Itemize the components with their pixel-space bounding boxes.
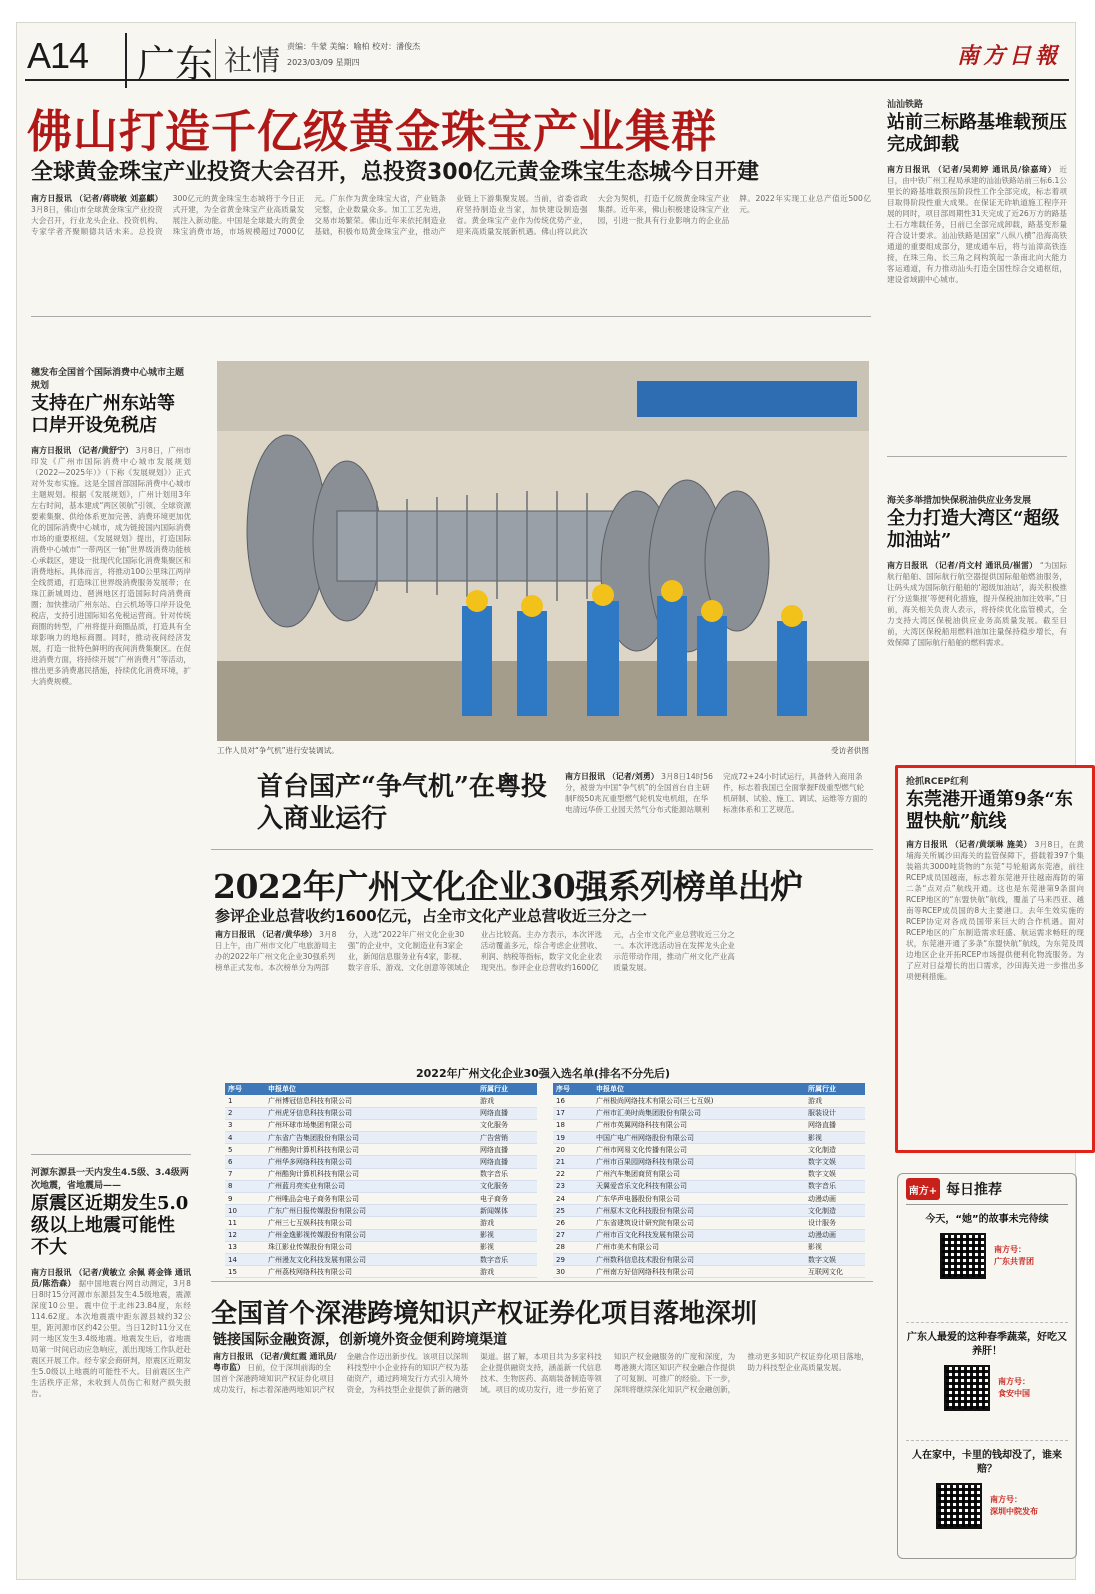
industry-cell: 网络直播 bbox=[477, 1107, 537, 1119]
company-cell: 广州南方好信网络科技有限公司 bbox=[593, 1266, 805, 1278]
table-row bbox=[225, 1119, 537, 1131]
rank-cell: 5 bbox=[225, 1144, 265, 1156]
rank-cell: 20 bbox=[553, 1144, 593, 1156]
rank-cell: 7 bbox=[225, 1168, 265, 1180]
duty-kicker: 穗发布全国首个国际消费中心城市主题规划 bbox=[31, 368, 185, 391]
account-name: 食安中国 bbox=[998, 1389, 1030, 1398]
duty-free-story[interactable] bbox=[31, 365, 191, 1155]
photo-credit: 受访者供图 bbox=[831, 746, 869, 755]
newspaper-page bbox=[16, 22, 1084, 1580]
rail-byline: 南方日报讯 （记者/吴莉婷 通讯员/徐嘉琦） bbox=[887, 165, 1057, 174]
rank-cell: 30 bbox=[553, 1266, 593, 1278]
rank-cell: 11 bbox=[225, 1217, 265, 1229]
recommend-item[interactable]: 人在家中，卡里的钱却没了，谁来赔？ 南方号： 深圳中院发布 bbox=[906, 1441, 1068, 1559]
table-row bbox=[553, 1229, 865, 1241]
table-row bbox=[225, 1168, 537, 1180]
rail-body: 近日，由中铁广州工程局承建的汕汕铁路站前三标6.1公里长的路基堆载预压阶段性工作全部完成，标志着项目取得阶段性重大成果。在保证无砟轨道施工程序开展的同时，项目部周期性31天完成了近26万方的路基土石方堆载任务，日前已全部完成卸载，路基变形量符合设计要求。汕汕铁路是国家“八纵八横”沿海高铁通道的重要组成部分，建成通车后，将与汕漳高铁连接，在珠三角、长三角之间构筑起一条南北向大能力客运通道，有力推动汕头打造全国性综合交通枢纽，建设省域副中心城市。 bbox=[887, 165, 1067, 284]
quake-headline: 原震区近期发生5.0级以上地震可能性不大 bbox=[31, 1193, 189, 1258]
culture-headline[interactable]: 2022年广州文化企业30强系列榜单出炉 bbox=[213, 867, 803, 906]
rank-cell: 29 bbox=[553, 1253, 593, 1265]
masthead-logo: 南方日報 bbox=[956, 43, 1061, 69]
table-row bbox=[225, 1266, 537, 1278]
industry-cell: 互联网文化 bbox=[805, 1266, 865, 1278]
table-row bbox=[553, 1266, 865, 1278]
rank-cell: 14 bbox=[225, 1253, 265, 1265]
industry-cell: 文化制造 bbox=[805, 1144, 865, 1156]
company-cell: 广州市英翼网络科技有限公司 bbox=[593, 1119, 805, 1131]
lead-text: 3月8日，佛山市全球黄金珠宝产业投资大会召开，行业龙头企业、投资机构、专家学者齐聚顺德共话未来。总投资300亿元的黄金珠宝生态城将于今日正式开建，为全省黄金珠宝产业高质量发展注入新动能。中国是全球最大的黄金珠宝消费市场，市场规模超过7000亿元。广东作为黄金珠宝大省，产业链条完整，企业数量众多。加工工艺先进，交易市场繁荣。佛山近年来依托制造业基础，积极布局黄金珠宝产业，推动产业链上下游集聚发展。当前，省委省政府坚持制造业当家，加快建设制造强省。黄金珠宝产业作为传统优势产业，迎来高质量发展新机遇。佛山将以此次大会为契机，打造千亿级黄金珠宝产业集群。近年来，佛山积极建设珠宝产业园，引进一批具有行业影响力的企业品牌。2022年实现工业总产值近500亿元。 bbox=[31, 194, 871, 236]
culture-table-right: 序号 申报单位 所属行业 16 广州极尚网络技术有限公司(三七互娱) 游戏 17 广州市汇美时尚集团股份有限公司 服装设计 18 广州市英翼网络科技有限公司 网络直播 19 中国广电广州网络股份有限公司 影视 20 广州市网易文化传播有限公司 文化制造 21 广州市百果园网络科技有限公司 数字文娱 22 广州汽车集团商贸有限公司 数字文娱 23 天翼爱音乐文化科技有限公司 数字音乐 24 广东华声电器股份有限公司 动漫动画 25 广州原木文化科技股份有限公司 文化制造 26 广东省建筑设计研究院有限公司 设计服务 27 广州市百文化科技发展有限公司 动漫动画 28 广州市美术有限公司 影视 29 广州数科信息技术股份有限公司 数字文娱 30 广州南方好信网络科技有限公司 互联网文化 bbox=[553, 1083, 865, 1278]
rank-cell: 17 bbox=[553, 1107, 593, 1119]
company-cell: 广州酷狗计算机科技有限公司 bbox=[265, 1144, 477, 1156]
industry-cell: 数字文娱 bbox=[805, 1156, 865, 1168]
duty-headline: 支持在广州东站等口岸开设免税店 bbox=[31, 393, 175, 436]
company-cell: 广州荔枝网络科技有限公司 bbox=[265, 1266, 477, 1278]
table-row bbox=[553, 1205, 865, 1217]
industry-cell: 文化服务 bbox=[477, 1119, 537, 1131]
industry-cell: 数字音乐 bbox=[477, 1168, 537, 1180]
company-cell: 广州三七互娱科技有限公司 bbox=[265, 1217, 477, 1229]
recommend-label: 每日推荐 bbox=[946, 1182, 1002, 1198]
rank-cell: 22 bbox=[553, 1168, 593, 1180]
rank-cell: 18 bbox=[553, 1119, 593, 1131]
industry-cell: 网络直播 bbox=[477, 1156, 537, 1168]
duty-byline: 南方日报讯 （记者/黄舒宁） bbox=[31, 446, 134, 455]
fuel-body: “为国际航行船舶、国际航行航空器提供国际船舶燃油服务，让码头成为国际航行船舶的‘超级加油站’，海关积极推行‘分送集报’等便利化措施，提升保税油加注效率。”日前，海关相关负责人表示，将持续优化监管模式，全力支持大湾区保税油供应业务高质量发展。截至目前，大湾区保税船用燃料油加注量保持稳步增长，有效保障了国际航行船舶的燃料需求。 bbox=[887, 561, 1068, 647]
culture-table-title: 2022年广州文化企业30强入选名单(排名不分先后) bbox=[416, 1067, 670, 1080]
company-cell: 广州漫友文化科技发展有限公司 bbox=[265, 1253, 477, 1265]
company-cell: 广州市百果园网络科技有限公司 bbox=[593, 1156, 805, 1168]
rank-cell: 23 bbox=[553, 1180, 593, 1192]
table-row bbox=[553, 1107, 865, 1119]
company-cell: 广州市汇美时尚集团股份有限公司 bbox=[593, 1107, 805, 1119]
turbine-body: 南方日报讯 （记者/刘勇） 3月8日14时56分，被誉为中国“争气机”的全国首台自主研制F级50兆瓦重型燃气轮机发电机组，在华电清远华侨工业园天然气分布式能源站顺利完成72+24小时试运行，具备转入商用条件，标志着我国已全面掌握F级重型燃气轮机研制、试验、施工、调试、运维等方面的标准体系和工艺规范。 bbox=[565, 772, 868, 814]
rank-cell: 6 bbox=[225, 1156, 265, 1168]
rank-cell: 1 bbox=[225, 1095, 265, 1107]
industry-cell: 影视 bbox=[477, 1241, 537, 1253]
company-cell: 广州唯品会电子商务有限公司 bbox=[265, 1193, 477, 1205]
rcep-byline: 南方日报讯 （记者/黄颂琳 施美） bbox=[906, 840, 1032, 849]
company-cell: 广州虎牙信息科技有限公司 bbox=[265, 1107, 477, 1119]
rcep-body: 3月8日，在黄埔海关所属沙田海关的监管保障下，搭载着397个集装箱共3000吨货物的“东莞”号轮船离东莞港，前往RCEP成员国越南，标志着东莞港开往越南海防的第二条“点对点”航线开通。这也是东莞港第9条面向RCEP地区的“东盟快航”航线，覆盖了马来西亚、越南等RCEP成员国的8大主要港口。去年生效实施的RCEP协定对各成员国带来巨大的合作机遇。面对RCEP地区的广东制造需求旺盛、航运需求畅旺的现状，东莞港开通了多条“东盟快航”航线，为东莞及周边地区企业开拓RCEP市场提供便利化物流服务。为了应对日益增长的出口需求，沙田海关进一步推出多项便利措施。 bbox=[906, 840, 1084, 981]
quake-body: 据中国地震台网自动测定，3月8日8时15分河源市东源县发生4.5级地震，震源深度10公里。震中位于北纬23.84度，东经114.62度。本次地震震中距东源县城约32公里，距河源市区约42公里。当日12时11分又在同一地区发生3.4级地震。地震发生后，省地震局第一时间启动应急响应，派出现场工作队赶赴震区开展工作。经专家会商研判，原震区近期发生5.0级以上地震的可能性不大。目前震区生产生活秩序正常，未收到人员伤亡和财产损失报告。 bbox=[31, 1279, 191, 1398]
company-cell: 广州华多网络科技有限公司 bbox=[265, 1156, 477, 1168]
culture-byline: 南方日报讯 （记者/黄华珍） bbox=[215, 930, 317, 939]
company-cell: 广州市网易文化传播有限公司 bbox=[593, 1144, 805, 1156]
rcep-headline: 东莞港开通第9条“东盟快航”航线 bbox=[906, 789, 1073, 832]
rank-cell: 12 bbox=[225, 1229, 265, 1241]
table-row bbox=[225, 1241, 537, 1253]
company-cell: 广东省建筑设计研究院有限公司 bbox=[593, 1217, 805, 1229]
lead-byline: 南方日报讯 （记者/蒋晓敏 刘嘉麒） bbox=[31, 194, 163, 203]
table-row bbox=[225, 1229, 537, 1241]
rank-cell: 28 bbox=[553, 1241, 593, 1253]
company-cell: 中国广电广州网络股份有限公司 bbox=[593, 1132, 805, 1144]
lead-body bbox=[31, 193, 871, 317]
company-cell: 广州原木文化科技股份有限公司 bbox=[593, 1205, 805, 1217]
ip-subheadline: 链接国际金融资源，创新境外资金便利跨境渠道 bbox=[213, 1332, 507, 1348]
company-cell: 广东华声电器股份有限公司 bbox=[593, 1193, 805, 1205]
rank-cell: 9 bbox=[225, 1193, 265, 1205]
industry-cell: 网络直播 bbox=[805, 1119, 865, 1131]
recommend-item[interactable]: 广东人最爱的这种春季蔬菜，好吃又养肝！ 南方号： 食安中国 bbox=[906, 1323, 1068, 1441]
company-cell: 广东广州日报传媒股份有限公司 bbox=[265, 1205, 477, 1217]
rank-cell: 3 bbox=[225, 1119, 265, 1131]
rank-cell: 2 bbox=[225, 1107, 265, 1119]
account-name: 深圳中院发布 bbox=[990, 1507, 1038, 1516]
industry-cell: 网络直播 bbox=[477, 1144, 537, 1156]
editor-credits: 责编：牛蒙 美编：喻柏 校对：潘俊杰 bbox=[287, 42, 421, 51]
table-row bbox=[225, 1095, 537, 1107]
table-row bbox=[225, 1253, 537, 1265]
fuel-story[interactable] bbox=[887, 493, 1067, 745]
table-row bbox=[553, 1144, 865, 1156]
table-row bbox=[225, 1156, 537, 1168]
rank-cell: 13 bbox=[225, 1241, 265, 1253]
divider bbox=[211, 849, 873, 850]
table-row bbox=[553, 1241, 865, 1253]
table-row bbox=[553, 1132, 865, 1144]
company-cell: 广州博冠信息科技有限公司 bbox=[265, 1095, 477, 1107]
table-row bbox=[553, 1253, 865, 1265]
rail-story[interactable] bbox=[887, 97, 1067, 457]
company-cell: 广州市美术有限公司 bbox=[593, 1241, 805, 1253]
industry-cell: 电子商务 bbox=[477, 1193, 537, 1205]
page-number: A14 bbox=[27, 35, 89, 76]
culture-table-left: 序号 申报单位 所属行业 1 广州博冠信息科技有限公司 游戏 2 广州虎牙信息科技有限公司 网络直播 3 广州环球市场集团有限公司 文化服务 4 广东省广告集团股份有限公司 广告营销 5 广州酷狗计算机科技有限公司 网络直播 6 广州华多网络科技有限公司 网络直播 7 广州酷狗计算机科技有限公司 数字音乐 8 广州蓝月亮实业有限公司 文化服务 9 广州唯品会电子商务有限公司 电子商务 10 广东广州日报传媒股份有限公司 新闻媒体 11 广州三七互娱科技有限公司 游戏 12 广州金逸影视传媒股份有限公司 影视 13 珠江影业传媒股份有限公司 影视 14 广州漫友文化科技发展有限公司 数字音乐 15 广州荔枝网络科技有限公司 游戏 bbox=[225, 1083, 537, 1278]
industry-cell: 文化服务 bbox=[477, 1180, 537, 1192]
industry-cell: 动漫动画 bbox=[805, 1229, 865, 1241]
section-name: 广东 bbox=[125, 33, 213, 88]
table-row bbox=[225, 1205, 537, 1217]
company-cell: 广州数科信息技术股份有限公司 bbox=[593, 1253, 805, 1265]
qr-code-icon[interactable] bbox=[944, 1365, 990, 1411]
table-row bbox=[553, 1168, 865, 1180]
rail-kicker: 汕汕铁路 bbox=[887, 100, 924, 110]
industry-cell: 影视 bbox=[805, 1132, 865, 1144]
company-cell: 广州环球市场集团有限公司 bbox=[265, 1119, 477, 1131]
company-cell: 广州金逸影视传媒股份有限公司 bbox=[265, 1229, 477, 1241]
table-row bbox=[225, 1193, 537, 1205]
table-row bbox=[225, 1180, 537, 1192]
table-row bbox=[225, 1217, 537, 1229]
nanfang-plus-logo: 南方+ bbox=[906, 1178, 940, 1200]
table-row bbox=[553, 1217, 865, 1229]
table-row bbox=[553, 1180, 865, 1192]
industry-cell: 数字文娱 bbox=[805, 1168, 865, 1180]
rcep-kicker: 抢抓RCEP红利 bbox=[906, 777, 969, 787]
turbine-byline: 南方日报讯 （记者/刘勇） bbox=[565, 772, 659, 781]
company-cell: 广州蓝月亮实业有限公司 bbox=[265, 1180, 477, 1192]
culture-subheadline: 参评企业总营收约1600亿元，占全市文化产业总营收近三分之一 bbox=[215, 907, 647, 925]
rcep-story-highlight[interactable] bbox=[895, 765, 1095, 1153]
industry-cell: 游戏 bbox=[477, 1095, 537, 1107]
company-cell: 广东省广告集团股份有限公司 bbox=[265, 1132, 477, 1144]
subsection-name: 社情 bbox=[215, 39, 280, 79]
lead-subheadline: 全球黄金珠宝产业投资大会召开，总投资300亿元黄金珠宝生态城今日开建 bbox=[31, 160, 759, 185]
rank-cell: 4 bbox=[225, 1132, 265, 1144]
company-cell: 广州市百文化科技发展有限公司 bbox=[593, 1229, 805, 1241]
company-cell: 广州酷狗计算机科技有限公司 bbox=[265, 1168, 477, 1180]
ip-byline: 南方日报讯 （记者/黄红霞 通讯员/粤市监） bbox=[213, 1352, 337, 1372]
table-row bbox=[553, 1193, 865, 1205]
rank-cell: 8 bbox=[225, 1180, 265, 1192]
table-row bbox=[225, 1144, 537, 1156]
company-cell: 广州极尚网络技术有限公司(三七互娱) bbox=[593, 1095, 805, 1107]
rank-cell: 26 bbox=[553, 1217, 593, 1229]
fuel-headline: 全力打造大湾区“超级加油站” bbox=[887, 508, 1060, 551]
qr-code-icon[interactable] bbox=[940, 1233, 986, 1279]
company-cell: 珠江影业传媒股份有限公司 bbox=[265, 1241, 477, 1253]
recommend-item[interactable]: 今天，“她”的故事未完待续 南方号： 广东共青团 bbox=[906, 1205, 1068, 1323]
industry-cell: 动漫动画 bbox=[805, 1193, 865, 1205]
company-cell: 天翼爱音乐文化科技有限公司 bbox=[593, 1180, 805, 1192]
photo-caption: 工作人员对“争气机”进行安装调试。 受访者供图 bbox=[217, 746, 869, 755]
table-row bbox=[553, 1095, 865, 1107]
industry-cell: 游戏 bbox=[477, 1266, 537, 1278]
table-row bbox=[225, 1107, 537, 1119]
quake-kicker: 河源东源县一天内发生4.5级、3.4级两次地震，省地震局—— bbox=[31, 1168, 189, 1191]
industry-cell: 游戏 bbox=[805, 1095, 865, 1107]
rail-headline: 站前三标路基堆载预压完成卸载 bbox=[887, 112, 1067, 155]
industry-cell: 数字音乐 bbox=[477, 1253, 537, 1265]
industry-cell: 文化制造 bbox=[805, 1205, 865, 1217]
fuel-kicker: 海关多举措加快保税油供应业务发展 bbox=[887, 496, 1032, 506]
industry-cell: 影视 bbox=[805, 1241, 865, 1253]
industry-cell: 新闻媒体 bbox=[477, 1205, 537, 1217]
fuel-byline: 南方日报讯 （记者/肖文村 通讯员/崔雷） bbox=[887, 561, 1038, 570]
rank-cell: 15 bbox=[225, 1266, 265, 1278]
rank-cell: 16 bbox=[553, 1095, 593, 1107]
rank-cell: 19 bbox=[553, 1132, 593, 1144]
industry-cell: 数字文娱 bbox=[805, 1253, 865, 1265]
industry-cell: 影视 bbox=[477, 1229, 537, 1241]
qr-code-icon[interactable] bbox=[936, 1483, 982, 1529]
account-name: 广东共青团 bbox=[994, 1257, 1034, 1266]
industry-cell: 数字音乐 bbox=[805, 1180, 865, 1192]
lead-headline[interactable]: 佛山打造千亿级黄金珠宝产业集群 bbox=[27, 105, 718, 158]
edition-date: 2023/03/09 星期四 bbox=[287, 58, 360, 67]
table-row bbox=[553, 1119, 865, 1131]
page-header bbox=[25, 31, 1069, 86]
table-row bbox=[553, 1156, 865, 1168]
table-row bbox=[225, 1132, 537, 1144]
culture-body: 南方日报讯 （记者/黄华珍） 3月8日上午，由广州市文化广电旅游局主办的2022年广州文化企业30强系列榜单正式发布。本次榜单分为两部分，入选“2022年广州文化企业30强”的企业中，文化制造业有3家企业，新闻信息服务业有4家，影视、数字音乐、游戏、文化创意等领域企业占比较高。主办方表示，本次评选活动覆盖多元，综合考虑企业营收、利润、纳税等指标，数字文化企业表现突出。参评企业总营收约1600亿元，占全市文化产业总营收近三分之一。本次评选活动旨在发挥龙头企业示范带动作用，推动广州文化产业高质量发展。 bbox=[215, 930, 735, 972]
rank-cell: 27 bbox=[553, 1229, 593, 1241]
divider bbox=[211, 1281, 873, 1282]
earthquake-story[interactable] bbox=[31, 1165, 191, 1575]
quake-byline: 南方日报讯 （记者/黄敏立 余佩 蒋金锋 通讯员/陈浩森） bbox=[31, 1268, 191, 1288]
company-cell: 广州汽车集团商贸有限公司 bbox=[593, 1168, 805, 1180]
rank-cell: 24 bbox=[553, 1193, 593, 1205]
industry-cell: 服装设计 bbox=[805, 1107, 865, 1119]
industry-cell: 设计服务 bbox=[805, 1217, 865, 1229]
duty-body: 3月8日，广州市印发《广州市国际消费中心城市发展规划（2022—2025年）》（下称《发展规划》）正式对外发布实施。这是全国首部国际消费中心城市主题规划。根据《发展规划》，广州计划用3年左右时间，基本建成“两区领航”引领、全球资源要素集聚、供给体系更加完善、消费环境更加优化的国际消费中心城市，成为链接国内国际消费市场的重要枢纽。《发展规划》提出，打造国际消费中心城市“一带两区一轴”世界级消费功能核心承载区，建设一批现代化国际化消费集聚区和消费地标。具体而言，将推动100公里珠江两岸全线贯通，打造珠江世界级消费服务发展带；在珠江新城周边、琶洲地区打造国际时尚消费商圈；加快推动广州东站、白云机场等口岸开设免税店，支持引进国际知名免税运营商。针对传统商圈的转型，广州将提升商圈品质，打造具有全球影响力的地标商圈。同时，推动夜间经济发展，打造一批特色鲜明的夜间消费集聚区。在促进消费方面，将持续开展“广州消费月”等活动，推出更多消费惠民措施，持续优化消费环境，扩大消费规模。 bbox=[31, 446, 191, 686]
turbine-headline[interactable]: 首台国产“争气机”在粤投入商业运行 bbox=[257, 772, 547, 834]
turbine-photo[interactable] bbox=[217, 361, 869, 741]
rank-cell: 25 bbox=[553, 1205, 593, 1217]
industry-cell: 游戏 bbox=[477, 1217, 537, 1229]
industry-cell: 广告营销 bbox=[477, 1132, 537, 1144]
ip-headline[interactable]: 全国首个深港跨境知识产权证券化项目落地深圳 bbox=[211, 1299, 758, 1329]
rank-cell: 10 bbox=[225, 1205, 265, 1217]
daily-recommend-panel bbox=[897, 1173, 1077, 1559]
ip-body: 南方日报讯 （记者/黄红霞 通讯员/粤市监） 日前，位于深圳前海的全国首个深港跨境知识产权证券化项目成功发行，标志着深港两地知识产权金融合作迈出新步伐。该项目以深圳科技型中小企业持有的知识产权为基础资产，通过跨境发行方式引入境外资金，为科技型企业提供了新的融资渠道。据了解，本项目共为多家科技企业提供融资支持，涵盖新一代信息技术、生物医药、高端装备制造等领域。项目的成功发行，进一步拓宽了知识产权金融服务的广度和深度，为粤港澳大湾区知识产权金融合作提供了可复制、可推广的经验。下一步，深圳将继续深化知识产权金融创新，推动更多知识产权证券化项目落地，助力科技型企业高质量发展。 bbox=[213, 1352, 869, 1394]
rank-cell: 21 bbox=[553, 1156, 593, 1168]
turbine-illustration bbox=[217, 361, 869, 741]
